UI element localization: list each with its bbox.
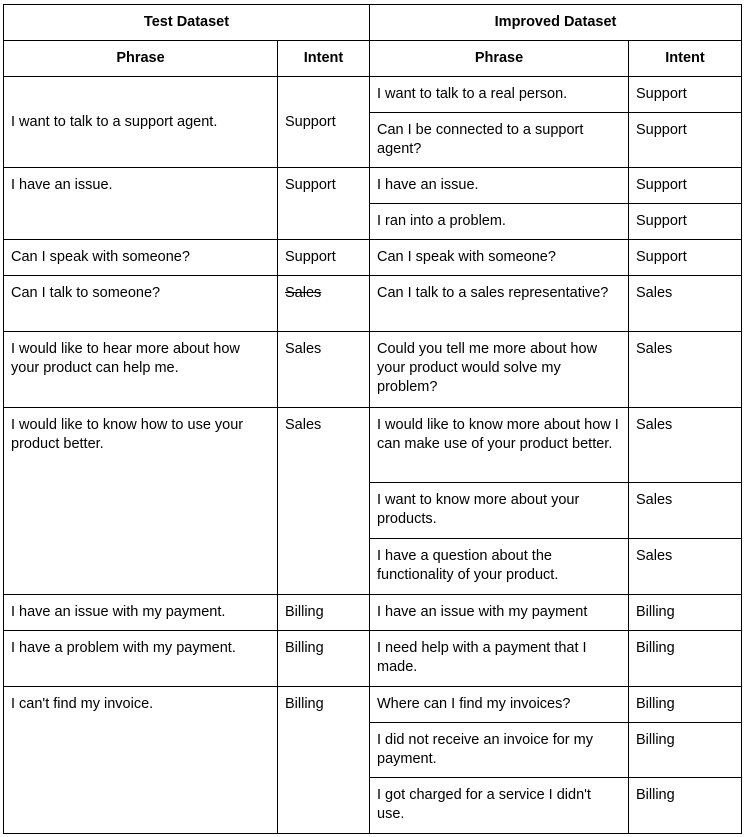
improved-phrase-cell-text: I would like to know more about how I can make use of your product better. (377, 417, 619, 452)
test-intent-cell-text: Support (285, 113, 336, 130)
improved-phrase-cell (369, 167, 629, 204)
improved-intent-cell (628, 722, 742, 778)
improved-intent-cell-text: Support (636, 249, 687, 265)
test-intent-cell (277, 407, 370, 595)
improved-intent-cell (628, 538, 742, 595)
improved-intent-cell-text: Support (636, 122, 687, 138)
improved-intent-cell-text: Sales (636, 285, 673, 301)
improved-phrase-cell (369, 275, 629, 332)
improved-phrase-cell (369, 722, 629, 778)
column-header-test-intent-text: Intent (303, 50, 344, 66)
group-header-improved-text: Improved Dataset (494, 14, 617, 30)
test-phrase-cell (3, 275, 278, 332)
improved-intent-cell-text: Billing (636, 732, 675, 748)
improved-phrase-cell-text: I want to know more about your products. (377, 492, 580, 527)
test-phrase-cell (3, 76, 278, 168)
test-intent-cell (277, 630, 370, 687)
improved-intent-cell-text: Billing (636, 640, 675, 656)
improved-intent-cell (628, 777, 742, 834)
column-header-improved-intent-text: Intent (665, 50, 705, 66)
improved-intent-cell (628, 275, 742, 332)
test-intent-cell-text: Billing (285, 640, 324, 656)
improved-phrase-cell (369, 777, 629, 834)
test-intent-cell (277, 686, 370, 834)
improved-phrase-cell-text: I want to talk to a real person. (377, 86, 568, 102)
improved-intent-cell (628, 594, 742, 631)
improved-phrase-cell-text: Could you tell me more about how your product would solve my problem? (377, 341, 598, 395)
improved-phrase-cell (369, 76, 629, 113)
test-phrase-cell (3, 167, 278, 240)
improved-phrase-cell-text: I did not receive an invoice for my payment. (377, 732, 593, 767)
improved-phrase-cell-text: I have an issue. (377, 177, 479, 193)
improved-phrase-cell (369, 407, 629, 483)
improved-intent-cell-text: Sales (636, 548, 673, 564)
test-intent-cell (277, 594, 370, 631)
column-header-improved-phrase-text: Phrase (474, 50, 524, 66)
test-phrase-cell (3, 407, 278, 595)
test-intent-cell-text: Support (285, 249, 336, 265)
test-phrase-cell (3, 239, 278, 276)
test-phrase-cell (3, 594, 278, 631)
test-phrase-cell-text: I can't find my invoice. (11, 696, 154, 712)
improved-intent-cell (628, 167, 742, 204)
test-phrase-cell (3, 331, 278, 408)
test-intent-cell-text: Billing (285, 696, 324, 712)
test-phrase-cell-text: Can I talk to someone? (11, 285, 161, 301)
improved-intent-cell (628, 76, 742, 113)
improved-intent-cell-text: Sales (636, 492, 673, 508)
test-intent-cell (277, 275, 370, 332)
improved-phrase-cell-text: I need help with a payment that I made. (377, 640, 587, 675)
test-intent-cell-text: Sales (285, 417, 322, 433)
improved-intent-cell-text: Billing (636, 604, 675, 620)
improved-phrase-cell-text: Can I talk to a sales representative? (377, 285, 609, 301)
improved-phrase-cell (369, 331, 629, 408)
improved-intent-cell (628, 112, 742, 168)
improved-phrase-cell (369, 630, 629, 687)
test-phrase-cell-text: I would like to hear more about how your product can help me. (11, 341, 240, 376)
column-header-improved-phrase (369, 40, 629, 77)
improved-phrase-cell-text: I got charged for a service I didn't use. (377, 787, 591, 822)
improved-intent-cell (628, 407, 742, 483)
improved-intent-cell-text: Billing (636, 787, 675, 803)
improved-intent-cell (628, 686, 742, 723)
improved-phrase-cell-text: Can I speak with someone? (377, 249, 556, 265)
test-intent-cell-text: Billing (285, 604, 324, 620)
improved-phrase-cell (369, 239, 629, 276)
test-intent-cell-text: Sales (285, 341, 322, 357)
column-header-improved-intent (628, 40, 742, 77)
test-intent-cell (277, 331, 370, 408)
test-intent-cell (277, 76, 370, 168)
improved-phrase-cell-text: I have a question about the functionality of your product. (377, 548, 559, 583)
group-header-test-text: Test Dataset (143, 14, 230, 30)
test-phrase-cell (3, 686, 278, 834)
improved-intent-cell (628, 203, 742, 240)
test-intent-cell-text: Sales (285, 285, 322, 301)
improved-phrase-cell-text: Where can I find my invoices? (377, 696, 571, 712)
test-phrase-cell-text: I want to talk to a support agent. (11, 113, 218, 130)
test-phrase-cell-text: Can I speak with someone? (11, 249, 190, 265)
improved-intent-cell-text: Billing (636, 696, 675, 712)
improved-phrase-cell-text: I ran into a problem. (377, 213, 506, 229)
improved-phrase-cell-text: Can I be connected to a support agent? (377, 122, 584, 157)
improved-phrase-cell (369, 203, 629, 240)
test-phrase-cell-text: I have an issue. (11, 177, 113, 193)
improved-phrase-cell (369, 594, 629, 631)
column-header-test-phrase-text: Phrase (116, 50, 165, 66)
improved-intent-cell (628, 630, 742, 687)
test-intent-cell-text: Support (285, 177, 336, 193)
group-header-test (3, 4, 370, 41)
improved-intent-cell-text: Support (636, 177, 687, 193)
improved-phrase-cell (369, 482, 629, 539)
improved-phrase-cell (369, 112, 629, 168)
improved-intent-cell-text: Support (636, 213, 687, 229)
test-intent-cell (277, 167, 370, 240)
group-header-improved (369, 4, 742, 41)
column-header-test-phrase (3, 40, 278, 77)
improved-intent-cell (628, 482, 742, 539)
improved-phrase-cell (369, 686, 629, 723)
improved-intent-cell (628, 331, 742, 408)
improved-phrase-cell-text: I have an issue with my payment (377, 604, 588, 620)
improved-phrase-cell (369, 538, 629, 595)
test-phrase-cell-text: I have a problem with my payment. (11, 640, 236, 656)
test-phrase-cell (3, 630, 278, 687)
test-phrase-cell-text: I would like to know how to use your product better. (11, 417, 244, 452)
test-phrase-cell-text: I have an issue with my payment. (11, 604, 226, 620)
improved-intent-cell-text: Sales (636, 417, 673, 433)
improved-intent-cell-text: Sales (636, 341, 673, 357)
improved-intent-cell-text: Support (636, 86, 687, 102)
improved-intent-cell (628, 239, 742, 276)
column-header-test-intent (277, 40, 370, 77)
test-intent-cell (277, 239, 370, 276)
